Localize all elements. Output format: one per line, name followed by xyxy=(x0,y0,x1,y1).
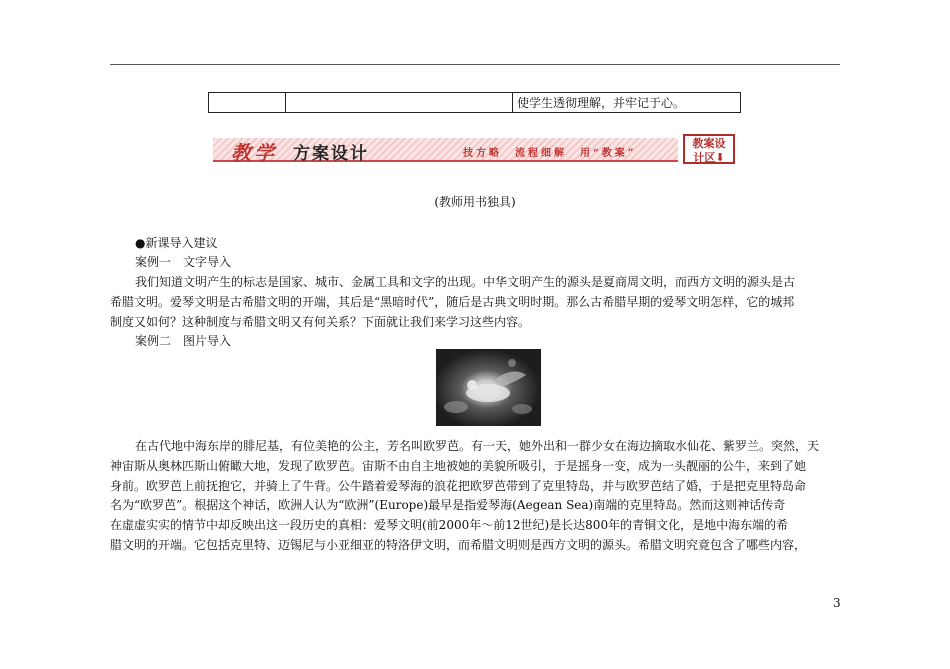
table-cell-2 xyxy=(286,93,513,113)
paragraph-line: 在古代地中海东岸的腓尼基，有位美艳的公主，芳名叫欧罗芭。有一天，她外出和一群少女在海边摘取水仙花、紫罗兰。突然，天 xyxy=(135,439,820,453)
paragraph-line: 制度又如何？这种制度与希腊文明又有何关系？下面就让我们来学习这些内容。 xyxy=(110,315,531,329)
table-row xyxy=(209,93,741,113)
paragraph-line: 神宙斯从奥林匹斯山俯瞰大地，发现了欧罗芭。宙斯不由自主地被她的美貌所吸引，于是摇身一变，成为一头靓丽的公牛，来到了她 xyxy=(110,459,807,473)
section-banner xyxy=(213,134,739,168)
banner-subtitle: 技方略 流程细解 用“教案” xyxy=(463,148,637,159)
paragraph-line: 在虚虚实实的情节中却反映出这一段历史的真相：爱琴文明(前2000年～前12世纪)是长达800年的青铜文化，是地中海东端的希 xyxy=(110,518,789,532)
lesson-plan-area-box xyxy=(683,134,735,164)
header-rule xyxy=(110,64,840,65)
banner-title-black: 方案设计 xyxy=(293,144,369,164)
section-heading: ●新课导入建议 xyxy=(135,236,218,250)
page-number: 3 xyxy=(833,596,841,610)
case-one-heading: 案例一 文字导入 xyxy=(135,255,232,269)
teacher-note: (教师用书独具) xyxy=(434,195,516,209)
painting-figure-icon xyxy=(436,349,541,426)
paragraph-line: 名为“欧罗芭”。根据这个神话，欧洲人认为“欧洲”(Europe)最早是指爱琴海(Aegean Sea)南端的克里特岛。然而这则神话传奇 xyxy=(110,498,786,512)
banner-title-red: 教学 xyxy=(231,141,277,165)
table-cell-1 xyxy=(209,93,286,113)
table-cell-3: 使学生透彻理解，并牢记于心。 xyxy=(513,93,741,113)
paragraph-line: 腊文明的开端。它包括克里特、迈锡尼与小亚细亚的特洛伊文明，而希腊文明则是西方文明的源头。希腊文明究竟包含了哪些内容， xyxy=(110,538,807,552)
box-line-1: 教案设 xyxy=(692,137,726,150)
case-two-heading: 案例二 图片导入 xyxy=(135,334,232,348)
box-line-2: 计区⬇ xyxy=(693,151,725,164)
paragraph-line: 希腊文明。爱琴文明是古希腊文明的开端，其后是“黑暗时代”，随后是古典文明时期。那么古希腊早期的爱琴文明怎样，它的城邦 xyxy=(110,295,795,309)
paragraph-line: 我们知道文明产生的标志是国家、城市、金属工具和文字的出现。中华文明产生的源头是夏商周文明，而西方文明的源头是古 xyxy=(135,275,796,289)
paragraph-line: 身前。欧罗芭上前抚抱它，并骑上了牛背。公牛踏着爱琴海的浪花把欧罗芭带到了克里特岛，并与欧罗芭结了婚，于是把克里特岛命 xyxy=(110,479,807,493)
table-fragment xyxy=(208,92,741,113)
europa-painting-image xyxy=(436,349,541,426)
